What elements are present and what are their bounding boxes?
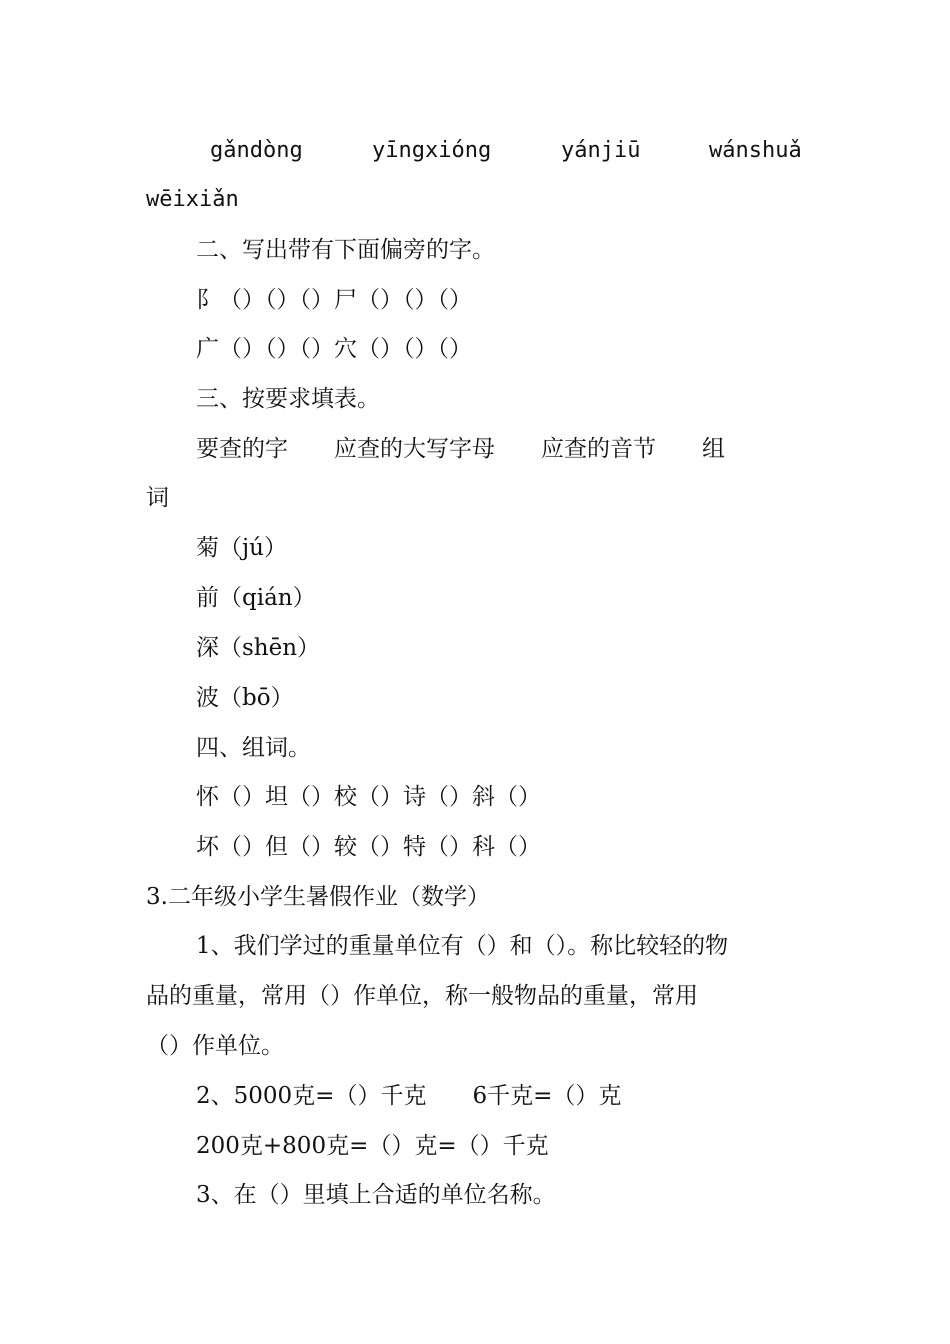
section2-heading: 二、写出带有下面偏旁的字。 [196, 237, 495, 263]
pinyin-word: gǎndòng [210, 138, 303, 163]
radical-row: 阝（）（）（）尸（）（）（） [196, 287, 472, 313]
question-3: 3、在（）里填上合适的单位名称。 [196, 1182, 556, 1208]
pinyin-word-wrapped: wēixiǎn [146, 187, 239, 212]
word-group-row: 坏（）但（）较（）特（）科（） [196, 834, 541, 860]
pinyin-word: yánjiū [561, 138, 641, 163]
radical-row: 广（）（）（）穴（）（）（） [196, 336, 472, 362]
word-group-row: 怀（）坦（）校（）诗（）斜（） [196, 784, 541, 810]
question-2-line: 200克+800克=（）克=（）千克 [196, 1133, 549, 1159]
table-row: 前（qián） [196, 585, 316, 611]
table-header-wrap: 词 [146, 485, 169, 511]
table-row: 波（bō） [196, 685, 294, 711]
table-header: 要查的字 应查的大写字母 应查的音节 组 [196, 436, 725, 462]
question-1-line: 1、我们学过的重量单位有（）和（）。称比较轻的物 [196, 933, 729, 959]
section3-heading: 三、按要求填表。 [196, 386, 380, 412]
pinyin-word: yīngxióng [372, 138, 492, 163]
math-title: 3.二年级小学生暑假作业（数学） [146, 884, 490, 910]
table-row: 深（shēn） [196, 635, 321, 661]
pinyin-word: wánshuǎ [709, 138, 802, 163]
section4-heading: 四、组词。 [196, 735, 311, 761]
question-1-line: （）作单位。 [146, 1033, 284, 1059]
question-1-line: 品的重量，常用（）作单位，称一般物品的重量，常用 [146, 983, 698, 1009]
question-2-line: 2、5000克=（）千克 6千克=（）克 [196, 1083, 622, 1109]
table-row: 菊（jú） [196, 535, 287, 561]
